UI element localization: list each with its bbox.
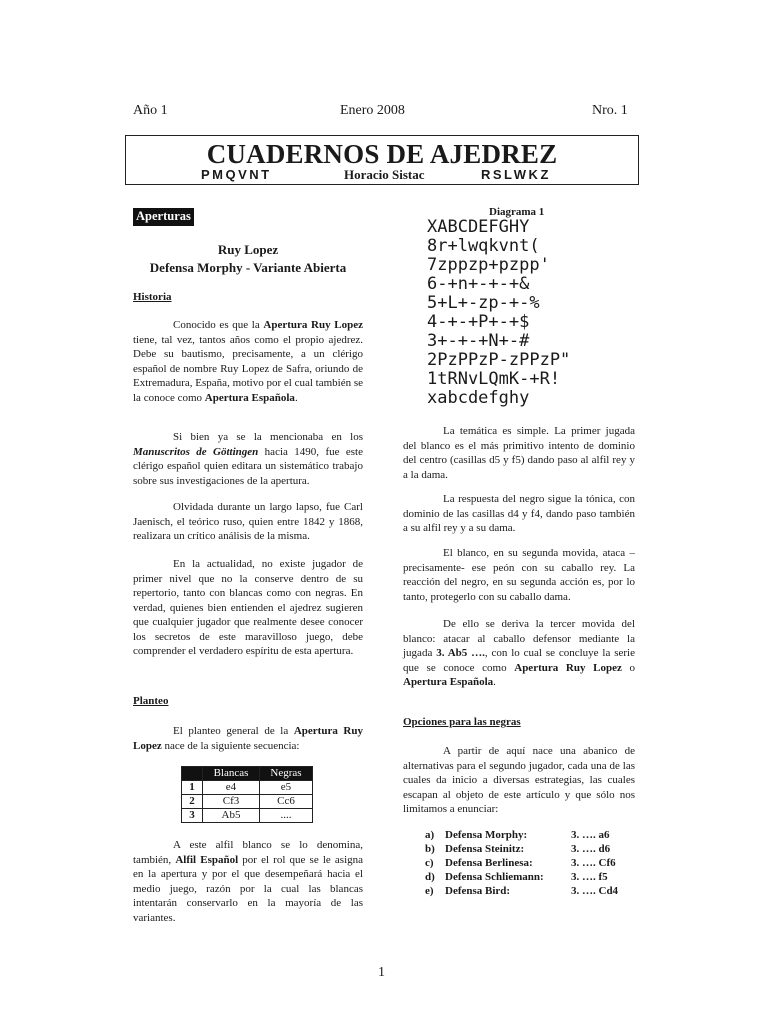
right-paragraph-3: El blanco, en su segunda movida, ataca –precisamente- ese peón con su caballo rey. La reacción del negro, en su segunda acción es, por lo tanto, protegerlo con su caballo dama.	[403, 547, 635, 603]
board-row: XABCDEFGHY	[427, 217, 530, 237]
right-paragraph-4: De ello se deriva la tercer movida del blanco: atacar al caballo defensor mediante la jugada 3. Ab5 …., con lo cual se concluye la serie que se conoce como Apertura Ruy Lopez o Apertura Española.	[403, 618, 635, 688]
board-row: xabcdefghy	[427, 388, 530, 408]
board-row: 7zppzp+pzpp'	[427, 255, 550, 275]
section-badge: Aperturas	[133, 208, 194, 226]
board-row: 5+L+-zp-+-%	[427, 293, 540, 313]
planteo-heading: Planteo	[133, 695, 169, 707]
table-header-number	[182, 767, 203, 781]
diagram-label: Diagrama 1	[489, 206, 545, 218]
move-sequence-table	[181, 766, 313, 823]
page-number: 1	[378, 965, 385, 980]
table-row: 2 Cf3 Cc6	[182, 795, 313, 809]
chess-diagram	[427, 218, 570, 408]
issue-number: Nro. 1	[592, 103, 628, 118]
historia-paragraph-2: Si bien ya se la mencionaba en los Manuscritos de Göttingen hacia 1490, fue este clérigo español quien editara un sistemático trabajo sobre sus investigaciones de la apertura.	[133, 431, 363, 487]
masthead-author: Horacio Sistac	[344, 167, 425, 182]
historia-heading: Historia	[133, 291, 172, 303]
board-row: 8r+lwqkvnt(	[427, 236, 540, 256]
right-paragraph-1: La temática es simple. La primer jugada del blanco es el más primitivo intento de dominio del centro (casillas d5 y f5) dando paso al alfil rey y a la dama.	[403, 425, 635, 481]
masthead-title: CUADERNOS DE AJEDREZ	[206, 139, 558, 169]
board-row: 4-+-+P+-+$	[427, 312, 530, 332]
board-row: 6-+n+-+-+&	[427, 274, 530, 294]
historia-paragraph-1: Conocido es que la Apertura Ruy Lopez tiene, tal vez, tantos años como el propio ajedrez. Debe su bautismo, precisamente, a un clérigo español de nombre Ruy Lopez de Safra, oriundo de Extremadura, España, motivo por el cual también se la conoce como Apertura Española.	[133, 319, 364, 404]
table-row: 3 Ab5 ....	[182, 809, 313, 823]
board-row: 1tRNvLQmK-+R!	[427, 369, 561, 389]
historia-paragraph-4: En la actualidad, no existe jugador de primer nivel que no la conserve dentro de su repertorio, tanto con blancas como con negras. En verdad, quienes bien entienden el ajedrez sugieren que cualquier jugador que realmente desee conocer los secretos de este maravilloso juego, debe comprender el verdadero espíritu de esta apertura.	[133, 558, 363, 657]
issue-date: Enero 2008	[340, 103, 405, 118]
historia-paragraph-3: Olvidada durante un largo lapso, fue Carl Jaenisch, el teórico ruso, quien entre 1842 y 1868, realizara un crítico análisis de la misma.	[133, 501, 363, 542]
planteo-paragraph-2: A este alfil blanco se lo denomina, también, Alfil Español por el rol que se le asigna en la apertura y por el que desempeñará hacia el medio juego, razón por la cual las blancas intentarán conservarlo en la mayoría de las variantes.	[133, 839, 364, 924]
board-row: 2PzPPzP-zPPzP"	[427, 350, 571, 370]
planteo-paragraph-1: El planteo general de la Apertura Ruy Lopez nace de la siguiente secuencia:	[133, 725, 363, 752]
board-row: 3+-+-+N+-#	[427, 331, 530, 351]
masthead-right-symbols: RSLWKZ	[481, 167, 551, 182]
opciones-heading: Opciones para las negras	[403, 716, 521, 728]
table-header-white: Blancas	[203, 767, 260, 781]
table-row: 1 e4 e5	[182, 781, 313, 795]
article-subtitle: Defensa Morphy - Variante Abierta	[149, 260, 347, 275]
masthead	[125, 135, 639, 185]
issue-year: Año 1	[133, 103, 168, 118]
article-title: Ruy Lopez	[217, 242, 279, 257]
right-paragraph-2: La respuesta del negro sigue la tónica, con dominio de las casillas d4 y f4, dando paso también a su alfil rey y a su dama.	[403, 493, 635, 534]
opciones-paragraph: A partir de aquí nace una abanico de alternativas para el segundo jugador, cada una de las cuales da inicio a diversas estrategias, las cuales escapan al objeto de este artículo y que sólo nos limitamos a enunciar:	[403, 745, 635, 815]
masthead-left-symbols: PMQVNT	[201, 167, 272, 182]
table-header-black: Negras	[260, 767, 313, 781]
